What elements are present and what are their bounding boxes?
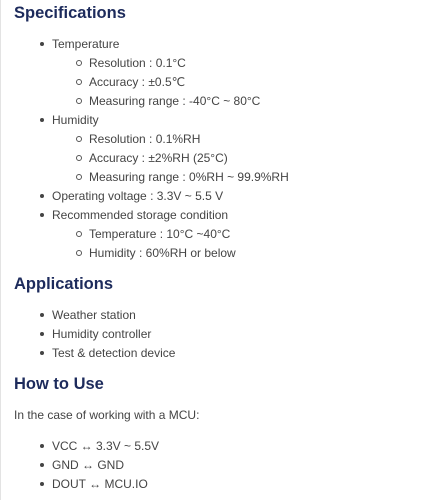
list-item (52, 438, 159, 454)
specifications-heading: Specifications (14, 4, 126, 22)
bullet-icon (40, 194, 44, 198)
bullet-icon (40, 351, 44, 355)
bullet-icon (40, 213, 44, 217)
list-item-humidity (52, 112, 99, 128)
bullet-icon (40, 332, 44, 336)
sub-list-item (89, 169, 289, 185)
sub-list-item-text: Measuring range : 0%RH ~ 99.9%RH (89, 170, 289, 184)
list-item-text: Weather station (52, 308, 136, 322)
list-item-label: Humidity (52, 113, 99, 127)
list-item (52, 345, 175, 361)
circle-bullet-icon (76, 155, 82, 161)
list-item (52, 326, 151, 342)
bullet-icon (40, 313, 44, 317)
list-item-text: VCC ↔ 3.3V ~ 5.5V (52, 439, 160, 453)
bullet-icon (40, 118, 44, 122)
sub-list-item (89, 74, 185, 90)
list-item-label: Temperature (52, 37, 120, 51)
circle-bullet-icon (76, 79, 82, 85)
sub-list-item (89, 93, 260, 109)
applications-heading: Applications (14, 275, 114, 293)
how-to-use-heading: How to Use (14, 375, 104, 393)
list-item-temperature (52, 36, 119, 52)
sub-list-item-text: Resolution : 0.1°C (89, 56, 186, 70)
sub-list-item (89, 226, 230, 242)
circle-bullet-icon (76, 231, 82, 237)
circle-bullet-icon (76, 250, 82, 256)
list-item (52, 457, 124, 473)
sub-list-item (89, 150, 228, 166)
sub-list-item (89, 131, 200, 147)
list-item-storage (52, 207, 228, 223)
bullet-icon (40, 482, 44, 486)
circle-bullet-icon (76, 174, 82, 180)
list-item-label: Recommended storage condition (52, 208, 229, 222)
bullet-icon (40, 463, 44, 467)
list-item-text: GND ↔ GND (52, 458, 124, 472)
sub-list-item-text: Accuracy : ±0.5℃ (89, 75, 186, 89)
list-item (52, 307, 136, 323)
list-item-text: Humidity controller (52, 327, 152, 341)
circle-bullet-icon (76, 136, 82, 142)
how-to-use-intro: In the case of working with a MCU: (14, 408, 200, 422)
list-item-operating-voltage (52, 188, 223, 204)
sub-list-item-text: Resolution : 0.1%RH (89, 132, 201, 146)
list-item-text: DOUT ↔ MCU.IO (52, 477, 148, 491)
sub-list-item (89, 55, 186, 71)
circle-bullet-icon (76, 60, 82, 66)
sub-list-item-text: Temperature : 10°C ~40°C (89, 227, 231, 241)
list-item-label: Operating voltage : 3.3V ~ 5.5 V (52, 189, 224, 203)
bullet-icon (40, 444, 44, 448)
bullet-icon (40, 42, 44, 46)
sub-list-item-text: Accuracy : ±2%RH (25°C) (89, 151, 228, 165)
circle-bullet-icon (76, 98, 82, 104)
sub-list-item-text: Humidity : 60%RH or below (89, 246, 236, 260)
list-item (52, 476, 148, 492)
sub-list-item-text: Measuring range : -40°C ~ 80°C (89, 94, 261, 108)
sub-list-item (89, 245, 236, 261)
list-item-text: Test & detection device (52, 346, 176, 360)
